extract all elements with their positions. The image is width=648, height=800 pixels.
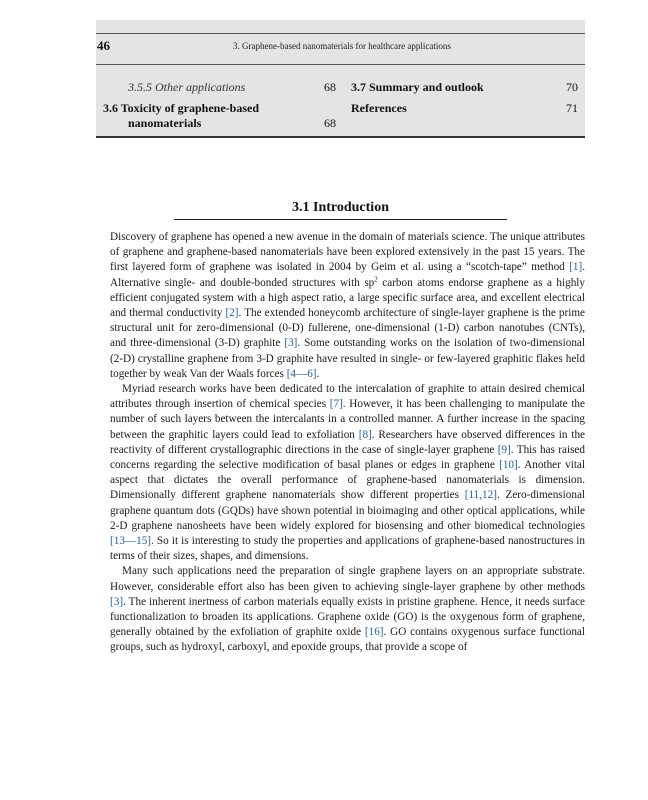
p2-text-e: . Another vital aspect that dictates the overall performance of graphene-based nanomaterials is dimension. Dimensionally different graphene nanomaterials show different properties	[110, 459, 585, 502]
p2-text-d: . This has raised concerns regarding the selective modification of basal planes or edges in graphene	[110, 443, 585, 472]
p2-text-b: . However, it has been challenging to manipulate the number of such layers between the intercalants in a controlled manner. A further increase in the spacing between the graphitic layers could lead to exfoliation	[110, 398, 585, 441]
p3-text-c: . GO contains oxygenous surface functional groups, such as hydroxyl, carboxyl, and epoxide groups, that provide a scope of	[110, 626, 585, 654]
paragraph-2	[110, 382, 585, 564]
section-title: 3.1 Introduction	[292, 200, 389, 215]
p1-text-e: . Some outstanding works on the isolation of two-dimensional (2-D) crystalline graphene from 3-D graphite have resulted in single- or few-layered graphitic flakes held together by weak Van der Waals forces	[110, 337, 585, 380]
toc-page-toxicity: 68	[324, 116, 336, 130]
p1-text-b: . Alternative single- and double-bonded structures with sp	[110, 261, 585, 289]
citation-link[interactable]: [10]	[499, 459, 518, 472]
body-text	[110, 230, 585, 656]
running-head: 3. Graphene-based nanomaterials for healthcare applications	[233, 41, 451, 51]
citation-link[interactable]: [3]	[284, 337, 298, 350]
citation-link[interactable]: [8]	[358, 428, 372, 441]
toc-item-toxicity[interactable]: 3.6 Toxicity of graphene-based	[103, 101, 260, 115]
toc-item-toxicity-cont[interactable]: nanomaterials	[128, 116, 202, 130]
citation-link[interactable]: [3]	[110, 595, 124, 608]
toc-item-other-applications[interactable]: 3.5.5 Other applications	[128, 80, 246, 94]
citation-link[interactable]: [7]	[329, 398, 343, 411]
citation-link[interactable]: [4—6]	[286, 367, 317, 380]
p1-text-c: carbon atoms endorse graphene as a highly efficient conjugated system with a high aspect ratio, a large specific surface area, and excellent electrical and thermal conductivity	[110, 276, 585, 320]
p2-text-g: . So it is interesting to study the properties and applications of graphene-based nanostructures in terms of their sizes, shapes, and dimensions.	[110, 535, 585, 563]
toc-item-references[interactable]: References	[351, 101, 407, 115]
citation-link[interactable]: [13—15]	[110, 535, 152, 548]
citation-link[interactable]: [16]	[364, 626, 384, 639]
page-number: 46	[97, 38, 110, 53]
paragraph-1	[110, 230, 585, 382]
toc-page-summary: 70	[566, 80, 578, 94]
toc-page-references: 71	[566, 101, 578, 115]
p1-text-d: . The extended honeycomb architecture of single-layer graphene is the prime structural unit for zero-dimensional (0-D) fullerene, one-dimensional (1-D) carbon nanotubes (CNTs), and three-dimensional (3-D) graphite	[110, 307, 586, 350]
p3-text-a: Many such applications need the preparation of single graphene layers on an appropriate substrate. However, considerable effort also has been given to achieving single-layer graphene by other methods	[110, 565, 585, 593]
citation-link[interactable]: [11,12]	[464, 489, 497, 502]
superscript: 2	[374, 274, 378, 283]
p2-text-a: Myriad research works have been dedicated to the intercalation of graphite to attain desired chemical attributes through insertion of chemical species	[110, 383, 585, 411]
citation-link[interactable]: [9]	[497, 443, 511, 456]
p2-text-c: . Researchers have observed differences in the reactivity of different crystallographic directions in the case of single-layer graphene	[110, 428, 585, 456]
toc-page-other-applications: 68	[324, 80, 336, 94]
p1-text-a: Discovery of graphene has opened a new avenue in the domain of materials science. The unique attributes of graphene and graphene-based nanomaterials have been explored extensively in the past 15 years. The first layered form of graphene was isolated in 2004 by Geim et al. using a “scotch-tape” method	[110, 231, 585, 274]
p1-text-f: .	[316, 367, 320, 380]
p3-text-b: . The inherent inertness of carbon materials equally exists in pristine graphene. Hence, it needs surface functionalization to broaden its applications. Graphene oxide (GO) is the oxygenous form of graphene, generally obtained by the exfoliation of graphite oxide	[110, 595, 585, 639]
header-rule	[96, 33, 585, 34]
citation-link[interactable]: [1]	[569, 261, 583, 274]
p2-text-f: . Zero-dimensional graphene quantum dots (GQDs) have shown potential in bioimaging and other optical applications, while 2-D graphene nanosheets have been widely explored for biosensing and other biomedical technologies	[110, 489, 586, 532]
toc-item-summary[interactable]: 3.7 Summary and outlook	[351, 80, 484, 94]
section-rule	[174, 219, 507, 220]
toc-divider	[96, 64, 585, 65]
paragraph-3	[110, 564, 585, 655]
citation-link[interactable]: [2]	[225, 307, 239, 320]
toc-bottom-rule	[96, 136, 585, 138]
